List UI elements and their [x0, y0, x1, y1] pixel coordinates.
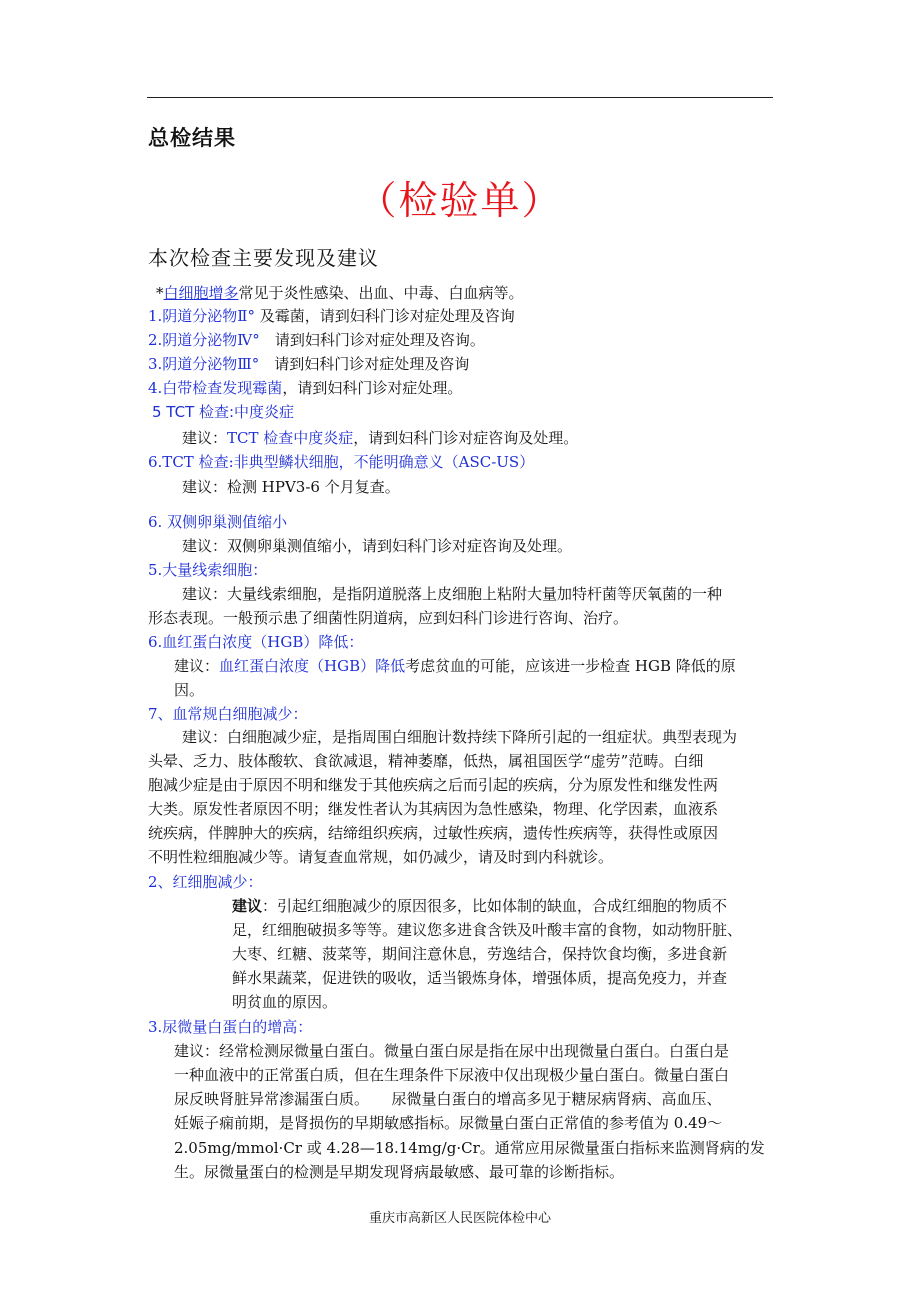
- finding-11-advice-line: 建议：引起红细胞减少的原因很多，比如体制的缺血，合成红细胞的物质不: [232, 897, 728, 915]
- footer-hospital: 重庆市高新区人民医院体检中心: [368, 1211, 551, 1226]
- finding-8-label: 5.大量线索细胞：: [148, 561, 268, 579]
- finding-7-label: 6. 双侧卵巢测值缩小: [148, 513, 288, 531]
- finding-8-advice-line: 形态表现。一般预示患了细菌性阴道病，应到妇科门诊进行咨询、治疗。: [148, 609, 629, 627]
- finding-12-advice-line: 一种血液中的正常蛋白质，但在生理条件下尿液中仅出现极少量白蛋白。微量白蛋白: [174, 1066, 730, 1084]
- finding-11-advice-line: 鲜水果蔬菜，促进铁的吸收，适当锻炼身体，增强体质，提高免疫力，并查: [232, 969, 728, 987]
- finding-6-advice: 建议：检测 HPV3-6 个月复查。: [182, 478, 400, 496]
- finding-11-advice-line: 大枣、红糖、菠菜等，期间注意休息，劳逸结合，保持饮食均衡，多进食新: [232, 945, 728, 963]
- summary-heading: 本次检查主要发现及建议: [148, 246, 379, 270]
- finding-12-advice-line: 尿反映肾脏异常渗漏蛋白质。 尿微量白蛋白的增高多见于糖尿病肾病、高血压、: [174, 1090, 722, 1108]
- finding-10-advice-line: 统疾病，伴脾肿大的疾病，结缔组织疾病，过敏性疾病，遗传性疾病等，获得性或原因: [148, 824, 719, 842]
- finding-10-advice-line: 头晕、乏力、肢体酸软、食欲减退，精神萎靡，低热，属祖国医学“虚劳”范畴。白细: [148, 752, 704, 770]
- document-title: （检验单）: [357, 179, 563, 224]
- finding-4: 4.白带检查发现霉菌，请到妇科门诊对症处理。: [148, 379, 463, 397]
- finding-10-advice-line: 胞减少症是由于原因不明和继发于其他疾病之后而引起的疾病，分为原发性和继发性两: [148, 776, 719, 794]
- section-heading: 总检结果: [148, 126, 236, 150]
- finding-9-label: 6.血红蛋白浓度（HGB）降低：: [148, 633, 364, 651]
- finding-10-advice-line: 不明性粒细胞减少等。请复查血常规，如仍减少，请及时到内科就诊。: [148, 848, 614, 866]
- finding-8-advice-line: 建议：大量线索细胞，是指阴道脱落上皮细胞上粘附大量加特杆菌等厌氧菌的一种: [182, 585, 723, 603]
- finding-12-advice-line: 生。尿微量蛋白的检测是早期发现肾病最敏感、最可靠的诊断指标。: [174, 1163, 625, 1181]
- finding-5-label: 5 TCT 检查:中度炎症: [152, 403, 295, 421]
- finding-11-advice-line: 足，红细胞破损多等等。建议您多进食含铁及叶酸丰富的食物，如动物肝脏、: [232, 921, 743, 939]
- finding-9-advice-line: 因。: [174, 681, 205, 699]
- finding-7-advice: 建议：双侧卵巢测值缩小，请到妇科门诊对症咨询及处理。: [182, 537, 573, 555]
- finding-6-label: 6.TCT 检查:非典型鳞状细胞，不能明确意义（ASC-US）: [148, 453, 535, 471]
- finding-12-advice-line: 妊娠子痫前期，是肾损伤的早期敏感指标。尿微量白蛋白正常值的参考值为 0.49～: [174, 1114, 723, 1132]
- finding-3: 3.阴道分泌物Ⅲ° 请到妇科门诊对症处理及咨询: [148, 355, 470, 373]
- finding-11-label: 2、红细胞减少：: [148, 873, 263, 891]
- intro-line: *白细胞增多常见于炎性感染、出血、中毒、白血病等。: [156, 284, 524, 302]
- finding-12-label: 3.尿微量白蛋白的增高：: [148, 1018, 313, 1036]
- finding-5-advice: 建议：TCT 检查中度炎症，请到妇科门诊对症咨询及处理。: [182, 429, 579, 447]
- wbc-increase-link[interactable]: 白细胞增多: [163, 284, 239, 302]
- finding-1: 1.阴道分泌物Ⅱ° 及霉菌，请到妇科门诊对症处理及咨询: [148, 307, 515, 325]
- finding-10-advice-line: 大类。原发性者原因不明；继发性者认为其病因为急性感染，物理、化学因素，血液系: [148, 800, 719, 818]
- finding-12-advice-line: 建议：经常检测尿微量白蛋白。微量白蛋白尿是指在尿中出现微量白蛋白。白蛋白是: [174, 1042, 730, 1060]
- finding-12-advice-line: 2.05mg/mmol·Cr 或 4.28—18.14mg/g·Cr。通常应用尿微量蛋白指标来监测肾病的发: [174, 1139, 765, 1157]
- finding-11-advice-line: 明贫血的原因。: [232, 993, 338, 1011]
- finding-2: 2.阴道分泌物Ⅳ° 请到妇科门诊对症处理及咨询。: [148, 331, 485, 349]
- finding-10-label: 7、血常规白细胞减少：: [148, 705, 308, 723]
- top-rule: [147, 97, 773, 98]
- finding-10-advice-line: 建议：白细胞减少症，是指周围白细胞计数持续下降所引起的一组症状。典型表现为: [182, 728, 738, 746]
- finding-9-advice: 建议：血红蛋白浓度（HGB）降低考虑贫血的可能，应该进一步检查 HGB 降低的原: [174, 657, 736, 675]
